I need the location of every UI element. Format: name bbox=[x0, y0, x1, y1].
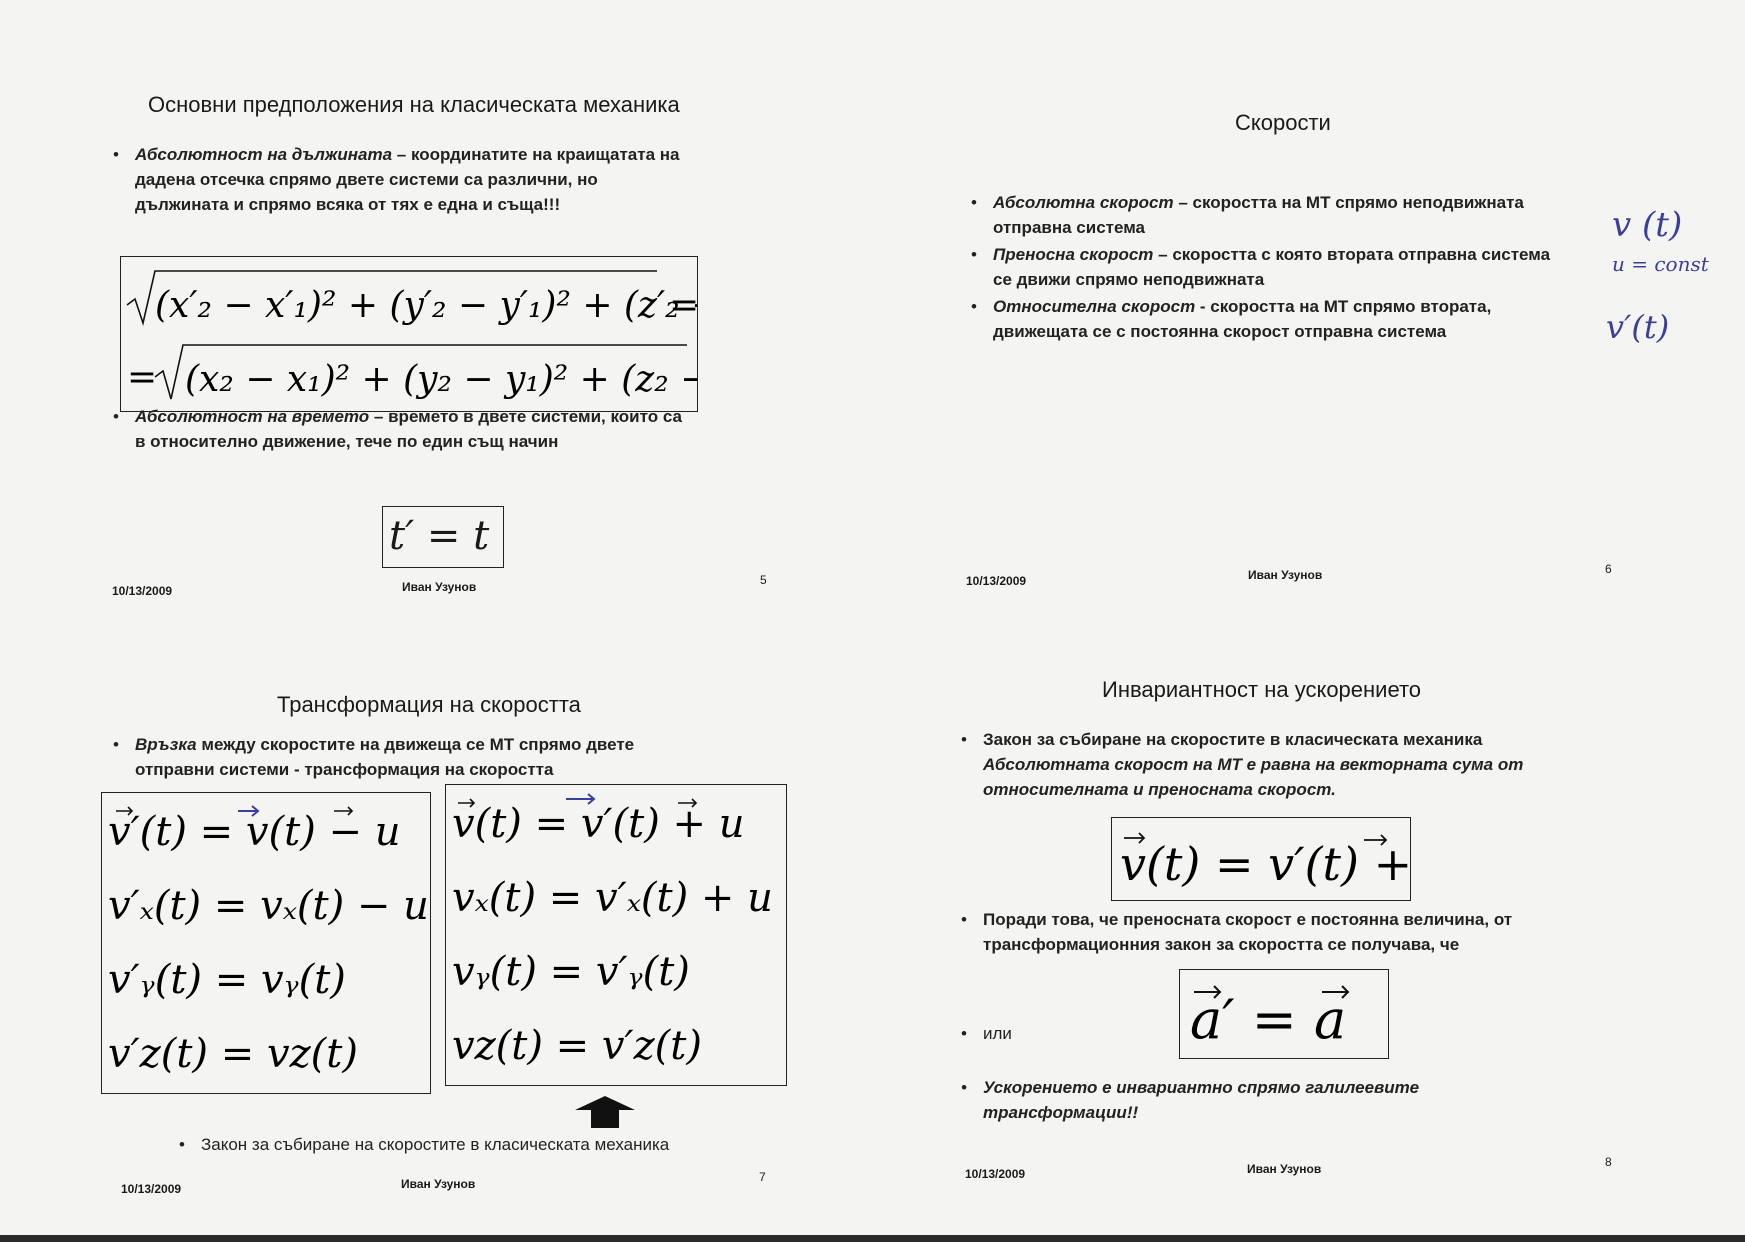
eq-left-vector bbox=[108, 806, 401, 855]
slide-date: 10/13/2009 bbox=[112, 584, 173, 598]
bullet-length bbox=[135, 142, 695, 217]
slide-author: Иван Узунов bbox=[402, 580, 477, 594]
bullet-absolute-velocity bbox=[993, 190, 1553, 240]
bullet-text: – времето в двете системи, които са в относително движение, тече по един същ начин bbox=[135, 407, 682, 451]
svg-text:v(t) = v′(t) + u: v(t) = v′(t) + u bbox=[452, 801, 745, 847]
scanner-edge bbox=[0, 1235, 1745, 1242]
slide-author: Иван Узунов bbox=[1247, 1162, 1322, 1176]
slide-title: Инвариантност на ускорението bbox=[1102, 677, 1422, 702]
eq-right-z: vz(t) = v′z(t) bbox=[452, 1023, 702, 1069]
bullet-term: Преносна скорост bbox=[993, 245, 1154, 264]
slide-number: 6 bbox=[1605, 562, 1612, 576]
bullet-addition-law bbox=[983, 727, 1563, 802]
bullet-line-italic: Абсолютната скорост на МТ е равна на векторната сума от относителната и преносната скорост. bbox=[983, 755, 1524, 799]
length-formula bbox=[121, 257, 697, 411]
bullet-term: Абсолютна скорост bbox=[993, 193, 1174, 212]
slide-title: Скорости bbox=[1235, 110, 1331, 135]
svg-text:v′(t) = v(t) − u: v′(t) = v(t) − u bbox=[108, 809, 401, 855]
svg-text:a′ = a: a′ = a bbox=[1190, 988, 1347, 1051]
or-label: • или bbox=[983, 1021, 1012, 1046]
slide-title: Трансформация на скоростта bbox=[277, 692, 581, 717]
bullet-text: - скоростта на МТ спрямо втората, движещата се с постоянна скорост отправна система bbox=[993, 297, 1492, 341]
bullet-invariance: • Ускорението е инвариантно спрямо галилеевите трансформации!! bbox=[983, 1075, 1563, 1125]
slide-date: 10/13/2009 bbox=[965, 1167, 1026, 1181]
bullet-term: Относителна скорост bbox=[993, 297, 1196, 316]
velocity-sum-formula bbox=[1112, 818, 1410, 900]
slide-number: 7 bbox=[759, 1170, 766, 1184]
svg-text:=: = bbox=[669, 285, 697, 326]
bullet-term: Връзка bbox=[135, 735, 197, 754]
time-formula-box bbox=[382, 506, 504, 568]
velocity-transform-box-right bbox=[445, 784, 787, 1086]
slide-author: Иван Узунов bbox=[1248, 568, 1323, 582]
up-arrow-icon bbox=[573, 1094, 637, 1130]
velocity-transform-right bbox=[446, 785, 786, 1085]
bullet-text: Поради това, че преносната скорост е постоянна величина, от трансформационния закон за скоростта се получава, че bbox=[983, 910, 1513, 954]
svg-text:=: = bbox=[127, 357, 158, 398]
velocity-transform-box-left bbox=[101, 792, 431, 1094]
bullet-line: • Закон за събиране на скоростите в класическата механика bbox=[983, 730, 1483, 749]
svg-text:(x₂ − x₁)² + (y₂ − y₁)² + (z₂: (x₂ − x₁)² + (y₂ − y₁)² + (z₂ bbox=[185, 359, 669, 400]
length-formula-box bbox=[120, 256, 698, 412]
bullet-text: – координатите на краищатата на дадена отсечка спрямо двете системи са различни, но дължината и спрямо всяка от тях е една и съща!!! bbox=[135, 145, 680, 214]
velocity-transform-left bbox=[102, 793, 430, 1093]
slide-author: Иван Узунов bbox=[401, 1177, 476, 1191]
svg-text:(x′₂ − x′₁)² + (y′₂ − y′₁)² +: (x′₂ − x′₁)² + (y′₂ − y′₁)² + (z′₂ bbox=[155, 285, 680, 326]
bullet-therefore bbox=[983, 907, 1563, 957]
slide-number: 8 bbox=[1605, 1155, 1612, 1169]
bullet-relation bbox=[135, 732, 695, 782]
slide-number: 5 bbox=[760, 573, 767, 587]
length-formula-primed bbox=[127, 271, 697, 326]
eq-right-x: vₓ(t) = v′ₓ(t) + u bbox=[452, 875, 773, 921]
bullet-transfer-velocity bbox=[993, 242, 1553, 292]
bullet-term: Абсолютност на дължината bbox=[135, 145, 393, 164]
eq-right-vector bbox=[452, 794, 745, 847]
bullet-relative-velocity bbox=[993, 294, 1553, 344]
acceleration-formula bbox=[1180, 970, 1388, 1058]
svg-text:v(t) = v′(t) + u: v(t) = v′(t) + bbox=[1120, 837, 1410, 891]
slide-title: Основни предположения на класическата механика bbox=[148, 92, 680, 117]
handwritten-v-prime-t: v′(t) bbox=[1606, 308, 1670, 346]
time-formula: t′ = t bbox=[389, 513, 490, 559]
eq-left-y: v′ᵧ(t) = vᵧ(t) bbox=[108, 957, 346, 1003]
eq-left-x: v′ₓ(t) = vₓ(t) − u bbox=[108, 883, 429, 929]
caption-addition-law: • Закон за събиране на скоростите в класическата механика bbox=[201, 1132, 669, 1157]
handwritten-u-const: u = const bbox=[1612, 252, 1709, 276]
slide-5 bbox=[110, 90, 800, 610]
slide-7 bbox=[95, 680, 815, 1200]
bullet-term: Абсолютност на времето bbox=[135, 407, 370, 426]
eq-right-y: vᵧ(t) = v′ᵧ(t) bbox=[452, 949, 690, 995]
velocity-sum-box bbox=[1111, 817, 1411, 901]
slide-8 bbox=[955, 665, 1655, 1195]
handwritten-v-t: v (t) bbox=[1612, 205, 1683, 245]
eq-left-z: v′z(t) = vz(t) bbox=[108, 1031, 358, 1077]
bullet-text: – скоростта с която втората отправна система се движи спрямо неподвижната bbox=[993, 245, 1551, 289]
length-formula-unprimed bbox=[127, 345, 697, 400]
slide-6 bbox=[960, 100, 1709, 600]
slide-date: 10/13/2009 bbox=[966, 574, 1027, 588]
bullet-time bbox=[135, 404, 695, 454]
bullet-text: между скоростите на движеща се МТ спрямо двете отправни системи - трансформация на скоростта bbox=[135, 735, 635, 779]
acceleration-box bbox=[1179, 969, 1389, 1059]
bullet-text: – скоростта на МТ спрямо неподвижната отправна система bbox=[993, 193, 1524, 237]
slide-date: 10/13/2009 bbox=[121, 1182, 182, 1196]
